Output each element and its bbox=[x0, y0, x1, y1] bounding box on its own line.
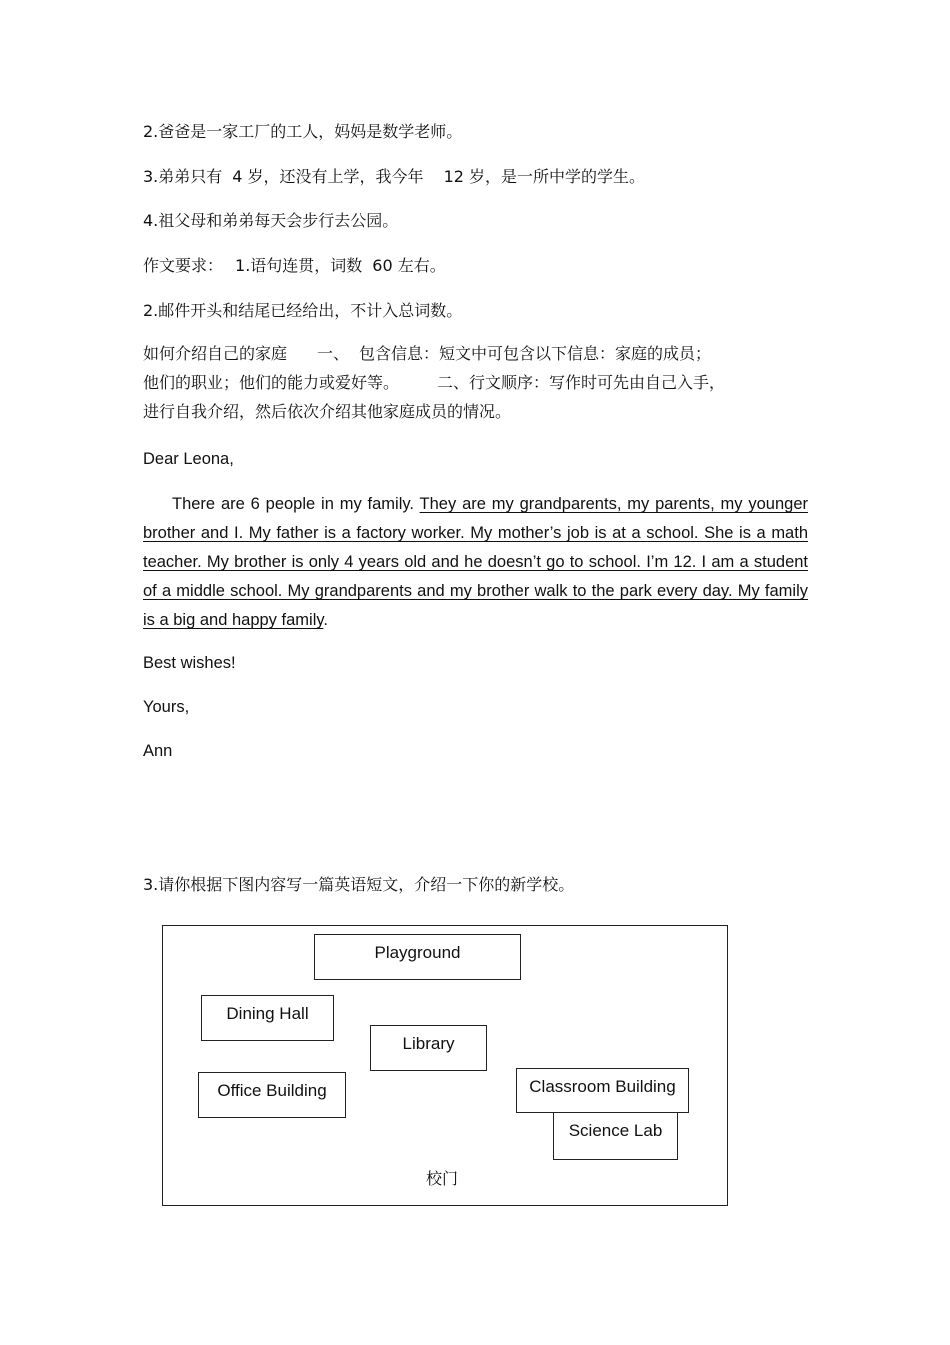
letter-signoff: Yours, bbox=[143, 698, 190, 716]
tip-line-2 bbox=[143, 373, 725, 393]
science-lab-label: Science Lab bbox=[568, 1121, 663, 1140]
tip-line-1 bbox=[143, 344, 711, 364]
requirement-4: 4.祖父母和弟弟每天会步行去公园。 bbox=[143, 211, 399, 230]
playground-box bbox=[314, 934, 521, 980]
office-building-box bbox=[198, 1072, 346, 1118]
school-gate-label: 校门 bbox=[426, 1169, 459, 1188]
dining-hall-box bbox=[201, 995, 334, 1041]
letter-intro: There are 6 people in my family. bbox=[172, 495, 414, 513]
office-building-label: Office Building bbox=[217, 1081, 327, 1100]
tip-heading: 如何介绍自己的家庭 bbox=[143, 344, 288, 363]
science-lab-box bbox=[553, 1113, 678, 1160]
tip-section-1-text: 包含信息：短文中可包含以下信息：家庭的成员； bbox=[359, 344, 712, 363]
letter-signature: Ann bbox=[143, 742, 173, 760]
task-3-prompt: 3.请你根据下图内容写一篇英语短文，介绍一下你的新学校。 bbox=[143, 875, 575, 894]
requirement-2: 2.爸爸是一家工厂的工人，妈妈是数学老师。 bbox=[143, 122, 463, 141]
letter-greeting: Dear Leona, bbox=[143, 450, 234, 468]
requirement-3-part-2: 4 岁，还没有上学，我今年 bbox=[232, 167, 424, 186]
tip-section-1-continued: 他们的职业；他们的能力或爱好等。 bbox=[143, 373, 400, 392]
writing-requirement-item-1: 1.语句连贯，词数 bbox=[235, 256, 363, 275]
classroom-building-box bbox=[516, 1068, 689, 1113]
library-label: Library bbox=[402, 1034, 455, 1053]
writing-requirement-label: 作文要求： bbox=[143, 256, 224, 275]
writing-requirement-word-count: 60 左右。 bbox=[372, 256, 446, 275]
writing-requirement-2: 2.邮件开头和结尾已经给出，不计入总词数。 bbox=[143, 301, 463, 320]
tip-line-3: 进行自我介绍，然后依次介绍其他家庭成员的情况。 bbox=[143, 402, 512, 421]
playground-label: Playground bbox=[374, 943, 461, 962]
dining-hall-label: Dining Hall bbox=[226, 1004, 309, 1023]
letter-closing: Best wishes! bbox=[143, 654, 236, 672]
tip-section-2-text: 二、行文顺序：写作时可先由自己入手， bbox=[437, 373, 726, 392]
tip-section-1-label: 一、 bbox=[317, 344, 350, 363]
letter-body bbox=[143, 490, 808, 635]
writing-requirement bbox=[143, 256, 446, 276]
letter-end-period: . bbox=[323, 611, 328, 629]
classroom-building-label: Classroom Building bbox=[529, 1077, 676, 1096]
requirement-3-part-1: 3.弟弟只有 bbox=[143, 167, 223, 186]
library-box bbox=[370, 1025, 487, 1071]
requirement-3-part-3: 12 岁，是一所中学的学生。 bbox=[443, 167, 646, 186]
letter-underlined-text: They are my grandparents, my parents, my younger brother and I. My father is a factory worker. My mother’s job is at a school. She is a math teacher. My brother is only 4 years old and he doesn’t go to school. I’m 12. I am a student of a middle school. My grandparents and my brother walk to the park every day. My family is a big and happy family bbox=[143, 495, 808, 629]
requirement-3 bbox=[143, 167, 645, 187]
